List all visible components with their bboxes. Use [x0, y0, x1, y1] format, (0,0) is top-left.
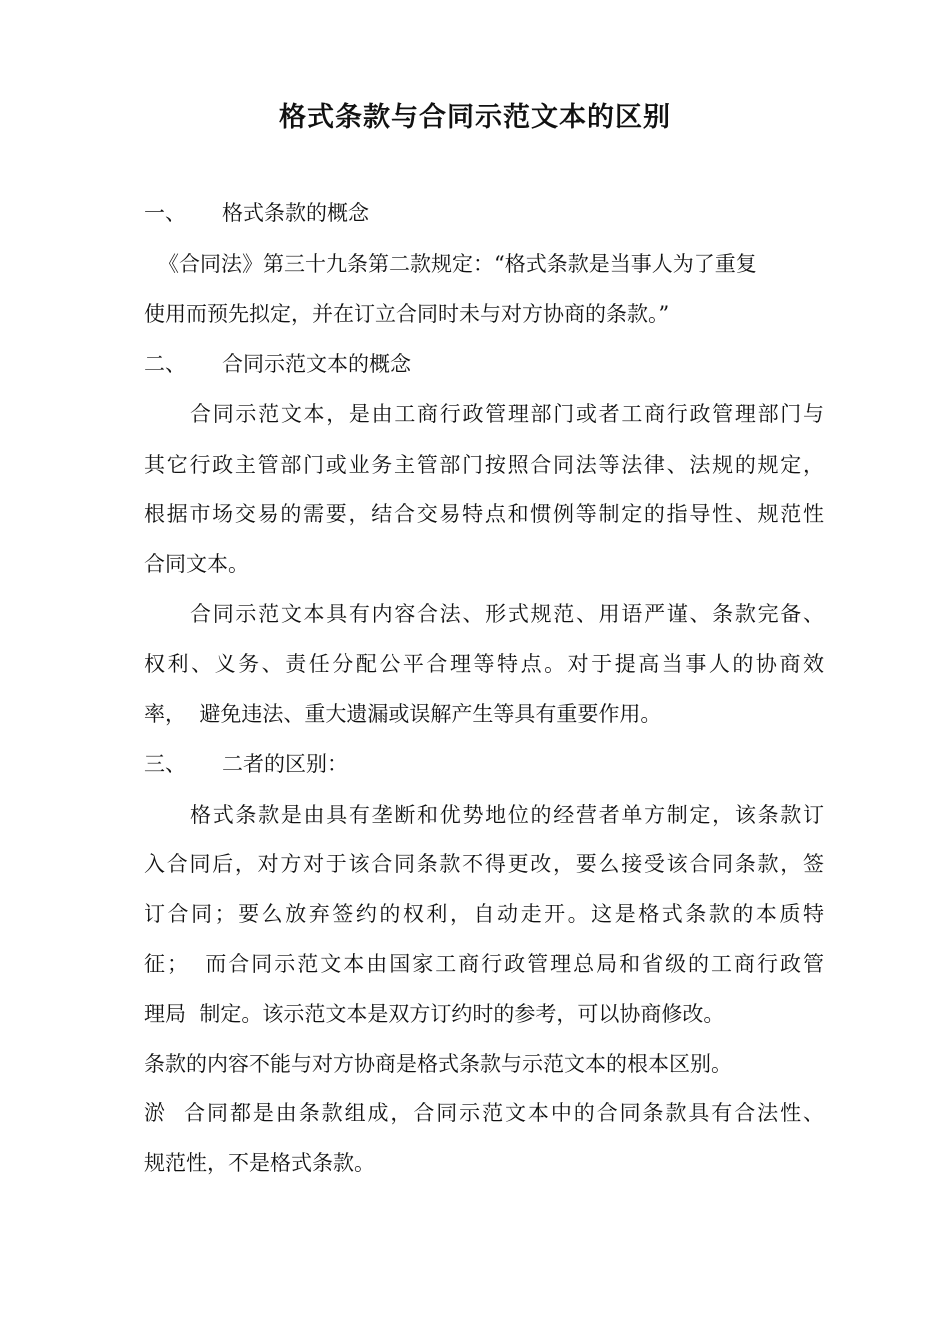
section-number: 二、	[144, 352, 186, 376]
paragraph-line: 合同文本。	[144, 552, 249, 576]
paragraph-line: 其它行政主管部门或业务主管部门按照合同法等法律、法规的规定，	[144, 453, 824, 477]
section-heading-text: 合同示范文本的概念	[222, 352, 411, 376]
paragraph-line: 征； 而合同示范文本由国家工商行政管理总局和省级的工商行政管	[144, 952, 824, 976]
paragraph-line: 权利、义务、责任分配公平合理等特点。对于提高当事人的协商效	[144, 652, 824, 676]
section-number: 一、	[144, 201, 186, 225]
paragraph-line: 淤 合同都是由条款组成，合同示范文本中的合同条款具有合法性、	[144, 1101, 824, 1125]
paragraph-line: 《合同法》第三十九条第二款规定：“格式条款是当事人为了重复	[158, 252, 757, 276]
paragraph-line: 理局 制定。该示范文本是双方订约时的参考，可以协商修改。	[144, 1002, 725, 1026]
paragraph-line: 合同示范文本具有内容合法、形式规范、用语严谨、条款完备、	[190, 602, 824, 626]
paragraph-line: 格式条款是由具有垄断和优势地位的经营者单方制定，该条款订	[190, 803, 824, 827]
section-heading-2	[144, 348, 824, 380]
paragraph-line: 入合同后，对方对于该合同条款不得更改，要么接受该合同条款，签	[144, 852, 824, 876]
section-number: 三、	[144, 752, 186, 776]
section-heading-1	[144, 197, 824, 229]
section-heading-text: 二者的区别：	[222, 752, 348, 776]
paragraph-line: 根据市场交易的需要，结合交易特点和惯例等制定的指导性、规范性	[144, 502, 824, 526]
paragraph-line: 规范性，不是格式条款。	[144, 1151, 375, 1175]
paragraph-line: 条款的内容不能与对方协商是格式条款与示范文本的根本区别。	[144, 1052, 732, 1076]
paragraph-line: 合同示范文本，是由工商行政管理部门或者工商行政管理部门与	[190, 402, 824, 426]
paragraph-line: 使用而预先拟定，并在订立合同时未与对方协商的条款。”	[144, 302, 670, 326]
document-title: 格式条款与合同示范文本的区别	[279, 102, 671, 133]
paragraph-line: 订合同；要么放弃签约的权利，自动走开。这是格式条款的本质特	[144, 902, 824, 926]
section-heading-3	[144, 748, 824, 780]
section-heading-text: 格式条款的概念	[222, 201, 369, 225]
paragraph-line: 率， 避免违法、重大遗漏或误解产生等具有重要作用。	[144, 702, 662, 726]
